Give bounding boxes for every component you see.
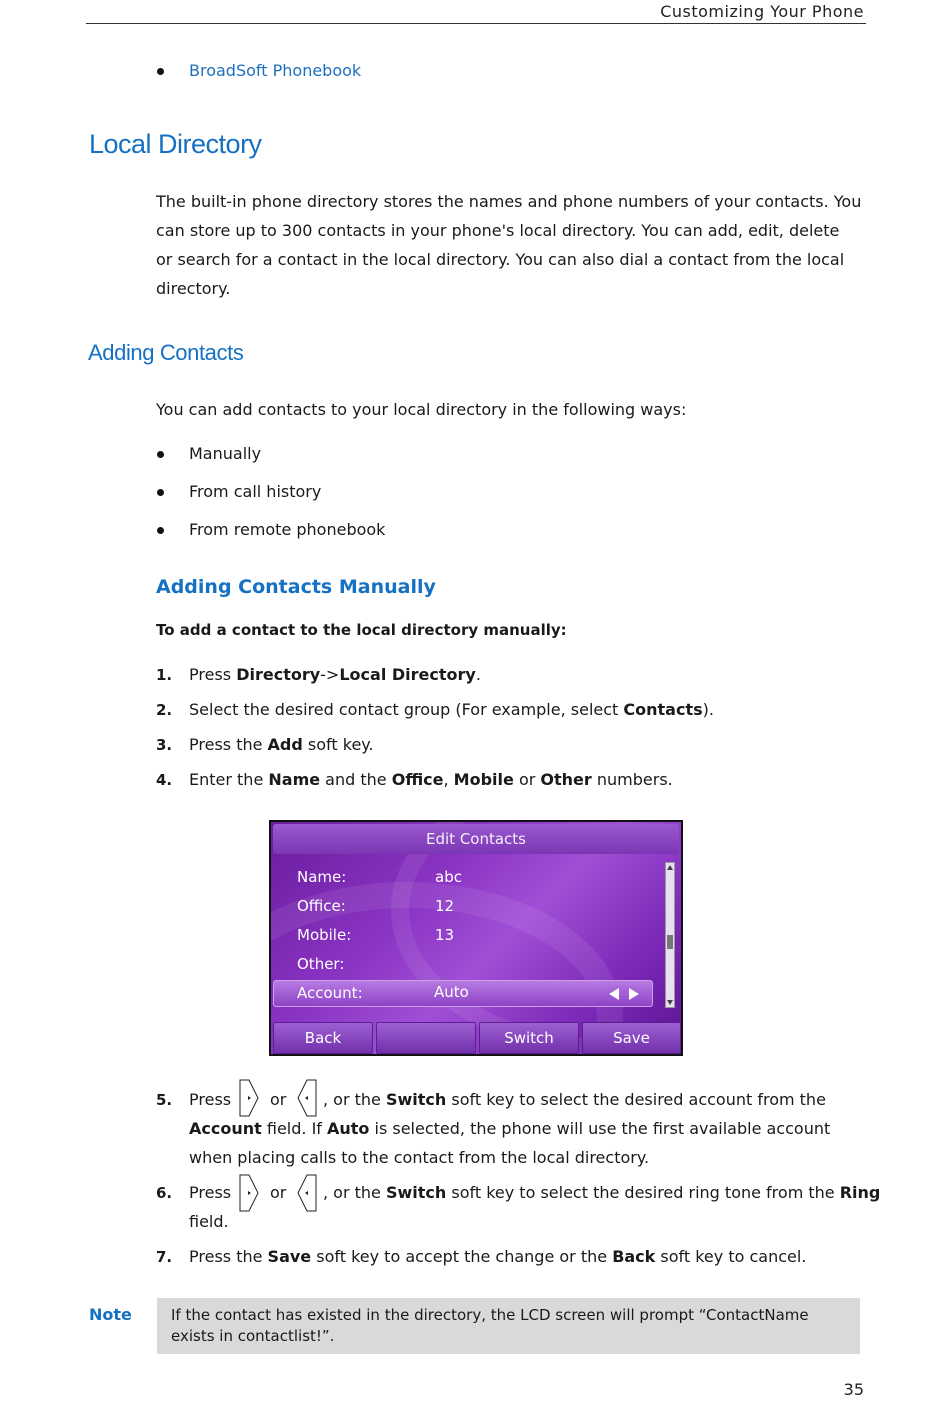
- list-item: From call history: [189, 482, 322, 501]
- field-value-account[interactable]: Auto: [434, 983, 469, 1001]
- adding-intro: You can add contacts to your local directory in the following ways:: [156, 400, 687, 419]
- step-6-or: or: [270, 1183, 287, 1202]
- intro-line: can store up to 300 contacts in your phone's local directory. You can add, edit, delete: [156, 221, 840, 240]
- intro-paragraph: [156, 187, 871, 303]
- step-5-line-3: when placing calls to the contact from the local directory.: [189, 1148, 650, 1167]
- step-5-line-2: Account field. If Auto is selected, the phone will use the first available account: [189, 1119, 831, 1138]
- bullet-icon: [157, 527, 164, 534]
- bullet-icon: [157, 489, 164, 496]
- field-label-account: Account:: [297, 984, 363, 1002]
- left-nav-key-icon: [297, 1079, 317, 1117]
- header-rule: [86, 23, 866, 24]
- field-value-name[interactable]: abc: [435, 868, 462, 886]
- right-nav-key-icon: [239, 1174, 259, 1212]
- field-label-office: Office:: [297, 897, 346, 915]
- lcd-screenshot: [269, 820, 683, 1056]
- left-right-arrows-icon: [607, 987, 643, 1001]
- running-header: Customizing Your Phone: [660, 2, 864, 21]
- left-nav-key-icon: [297, 1174, 317, 1212]
- field-label-name: Name:: [297, 868, 347, 886]
- step-4-text: Enter the Name and the Office, Mobile or Other numbers.: [189, 770, 673, 789]
- step-6-line-2: field.: [189, 1212, 229, 1231]
- step-3-text: Press the Add soft key.: [189, 735, 374, 754]
- step-2-text: Select the desired contact group (For example, select Contacts).: [189, 700, 714, 719]
- step-5-line-1: , or the Switch soft key to select the desired account from the: [323, 1090, 826, 1109]
- step-6-line-1: , or the Switch soft key to select the desired ring tone from the Ring: [323, 1183, 881, 1202]
- step-number: 6.: [156, 1184, 173, 1202]
- step-6-press: Press: [189, 1183, 232, 1202]
- step-1-text: Press Directory->Local Directory.: [189, 665, 481, 684]
- scroll-down-icon: [666, 999, 674, 1007]
- field-value-mobile[interactable]: 13: [435, 926, 455, 944]
- scrollbar[interactable]: [665, 862, 675, 1008]
- note-label: Note: [89, 1305, 132, 1324]
- section-title: Local Directory: [89, 129, 262, 159]
- field-value-office[interactable]: 12: [435, 897, 455, 915]
- step-5-press: Press: [189, 1090, 232, 1109]
- lcd-title: Edit Contacts: [273, 824, 679, 854]
- intro-line: directory.: [156, 279, 231, 298]
- broadsoft-phonebook-link[interactable]: BroadSoft Phonebook: [189, 61, 362, 80]
- bullet-icon: [157, 68, 164, 75]
- field-label-mobile: Mobile:: [297, 926, 352, 944]
- step-number: 5.: [156, 1091, 173, 1109]
- list-item: From remote phonebook: [189, 520, 386, 539]
- softkey-save[interactable]: Save: [582, 1022, 681, 1054]
- step-number: 2.: [156, 701, 173, 719]
- intro-line: or search for a contact in the local directory. You can also dial a contact from the local: [156, 250, 845, 269]
- softkey-empty[interactable]: [376, 1022, 476, 1054]
- softkey-back[interactable]: Back: [273, 1022, 373, 1054]
- subsection-title: Adding Contacts: [88, 340, 244, 365]
- step-7-text: Press the Save soft key to accept the change or the Back soft key to cancel.: [189, 1247, 807, 1266]
- intro-line: The built-in phone directory stores the names and phone numbers of your contacts. You: [156, 192, 862, 211]
- note-text: If the contact has existed in the directory, the LCD screen will prompt “ContactName exists in contactlist!”.: [171, 1306, 809, 1345]
- bullet-icon: [157, 451, 164, 458]
- step-number: 3.: [156, 736, 173, 754]
- softkey-switch[interactable]: Switch: [479, 1022, 579, 1054]
- step-number: 7.: [156, 1248, 173, 1266]
- field-label-other: Other:: [297, 955, 345, 973]
- procedure-heading: To add a contact to the local directory manually:: [156, 621, 567, 639]
- scroll-thumb[interactable]: [667, 935, 673, 949]
- scroll-up-icon: [666, 863, 674, 871]
- subsubsection-title: Adding Contacts Manually: [156, 576, 436, 598]
- list-item: Manually: [189, 444, 262, 463]
- right-nav-key-icon: [239, 1079, 259, 1117]
- step-number: 4.: [156, 771, 173, 789]
- step-5-or: or: [270, 1090, 287, 1109]
- page-number: 35: [843, 1380, 864, 1399]
- step-number: 1.: [156, 666, 173, 684]
